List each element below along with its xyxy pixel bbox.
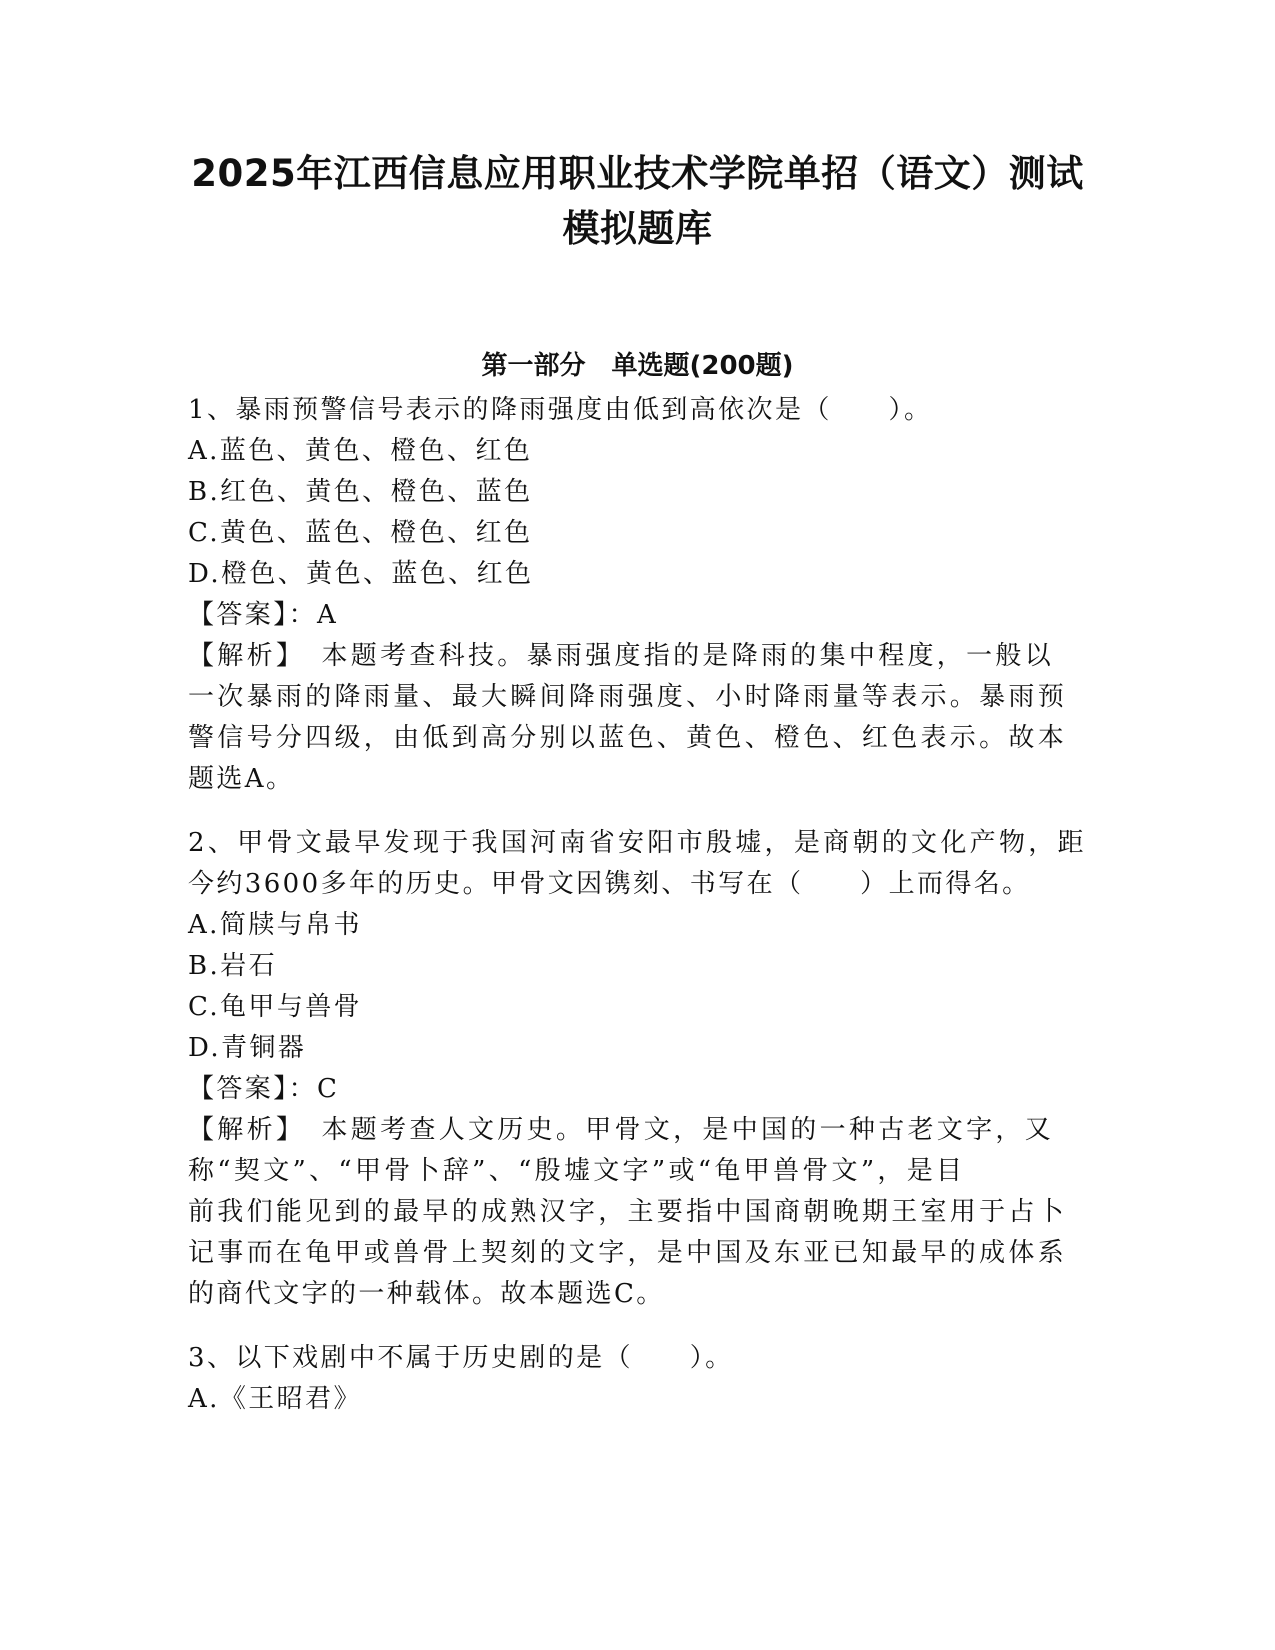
question-1-option-a: A.蓝色、黄色、橙色、红色 <box>188 436 533 466</box>
document-title-line-1: 2025年江西信息应用职业技术学院单招（语文）测试 <box>191 152 1084 195</box>
question-1-analysis-line-2: 一次暴雨的降雨量、最大瞬间降雨强度、小时降雨量等表示。暴雨预 <box>188 682 1068 712</box>
question-2-option-c: C.龟甲与兽骨 <box>188 992 363 1022</box>
document-title-line-2: 模拟题库 <box>562 207 713 250</box>
question-2-analysis-line-3: 前我们能见到的最早的成熟汉字，主要指中国商朝晚期王室用于占卜 <box>188 1197 1068 1227</box>
question-2-stem-line-1: 2、甲骨文最早发现于我国河南省安阳市殷墟，是商朝的文化产物，距 <box>188 828 1087 858</box>
question-2-analysis-line-1: 【解析】 本题考查人文历史。甲骨文，是中国的一种古老文字，又 <box>188 1115 1055 1145</box>
question-2-option-d: D.青铜器 <box>188 1033 307 1063</box>
question-2-option-a: A.简牍与帛书 <box>188 910 362 940</box>
question-1-option-b: B.红色、黄色、橙色、蓝色 <box>188 477 533 507</box>
question-3-stem: 3、以下戏剧中不属于历史剧的是（ ）。 <box>188 1343 734 1373</box>
question-2-analysis-line-4: 记事而在龟甲或兽骨上契刻的文字，是中国及东亚已知最早的成体系 <box>188 1238 1068 1268</box>
question-2-answer: 【答案】：C <box>188 1074 340 1104</box>
question-2-option-b: B.岩石 <box>188 951 277 981</box>
question-1-option-c: C.黄色、蓝色、橙色、红色 <box>188 518 533 548</box>
question-2-stem-line-2: 今约3600多年的历史。甲骨文因镌刻、书写在（ ）上而得名。 <box>188 869 1031 899</box>
question-1-answer: 【答案】：A <box>188 600 339 630</box>
question-1-option-d: D.橙色、黄色、蓝色、红色 <box>188 559 534 589</box>
question-2-analysis-line-2: 称“契文”、“甲骨卜辞”、“殷墟文字”或“龟甲兽骨文”，是目 <box>188 1156 966 1186</box>
question-2-analysis-line-5: 的商代文字的一种载体。故本题选C。 <box>188 1279 665 1309</box>
question-1-stem: 1、暴雨预警信号表示的降雨强度由低到高依次是（ ）。 <box>188 395 933 425</box>
section-heading: 第一部分 单选题(200题) <box>481 351 794 381</box>
question-1-analysis-line-3: 警信号分四级，由低到高分别以蓝色、黄色、橙色、红色表示。故本 <box>188 723 1068 753</box>
question-3-option-a: A.《王昭君》 <box>188 1384 362 1414</box>
question-1-analysis-line-1: 【解析】 本题考查科技。暴雨强度指的是降雨的集中程度，一般以 <box>188 641 1055 671</box>
question-1-analysis-line-4: 题选A。 <box>188 764 295 794</box>
